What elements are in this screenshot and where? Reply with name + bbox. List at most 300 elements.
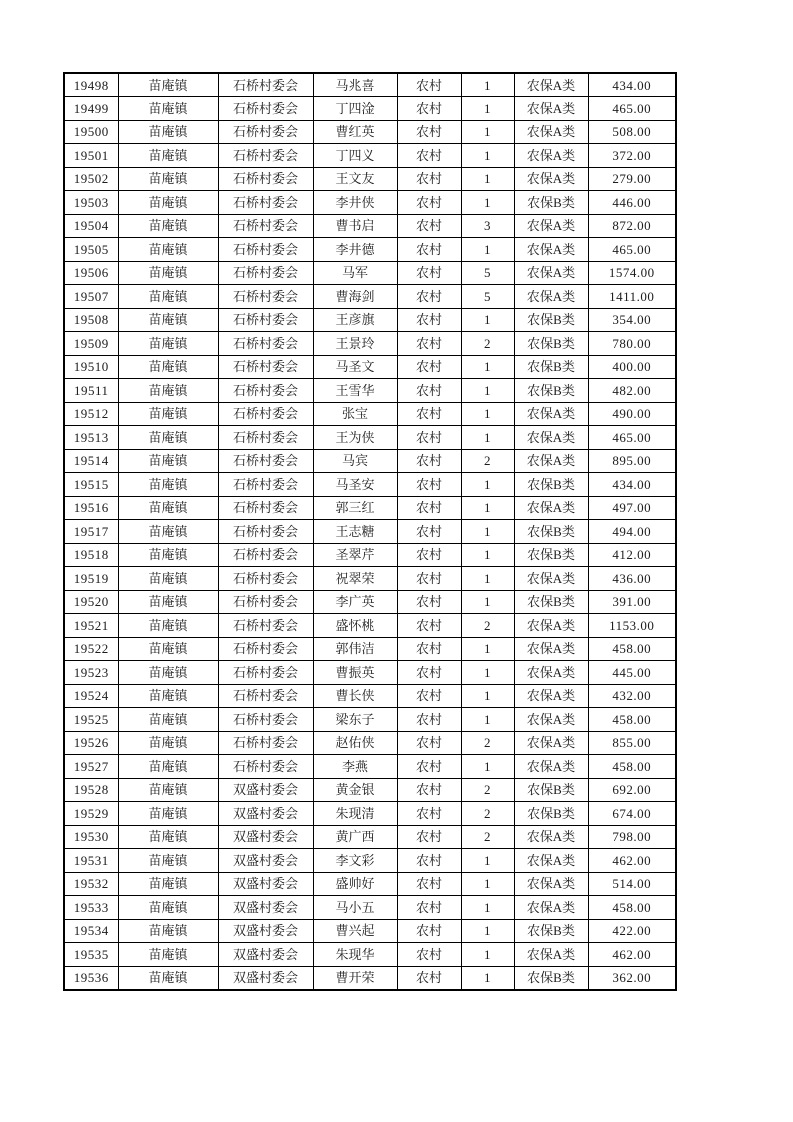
- cell-amount: 490.00: [588, 402, 676, 426]
- cell-town: 苗庵镇: [118, 496, 218, 520]
- cell-insurance-category: 农保B类: [514, 332, 588, 356]
- cell-person-count: 2: [461, 449, 514, 473]
- cell-household-type: 农村: [397, 379, 461, 403]
- cell-serial-number: 19533: [64, 896, 118, 920]
- cell-insurance-category: 农保A类: [514, 73, 588, 97]
- cell-serial-number: 19536: [64, 966, 118, 990]
- cell-village-committee: 石桥村委会: [218, 144, 313, 168]
- cell-insurance-category: 农保A类: [514, 825, 588, 849]
- cell-town: 苗庵镇: [118, 238, 218, 262]
- cell-amount: 279.00: [588, 167, 676, 191]
- cell-serial-number: 19531: [64, 849, 118, 873]
- cell-serial-number: 19506: [64, 261, 118, 285]
- cell-household-type: 农村: [397, 73, 461, 97]
- cell-amount: 494.00: [588, 520, 676, 544]
- table-row: [64, 332, 676, 356]
- cell-amount: 412.00: [588, 543, 676, 567]
- cell-person-name: 丁四淦: [313, 97, 397, 121]
- cell-person-name: 李广英: [313, 590, 397, 614]
- cell-person-count: 1: [461, 238, 514, 262]
- cell-amount: 674.00: [588, 802, 676, 826]
- cell-person-count: 1: [461, 191, 514, 215]
- cell-person-count: 1: [461, 379, 514, 403]
- table-row: [64, 261, 676, 285]
- cell-village-committee: 双盛村委会: [218, 825, 313, 849]
- cell-village-committee: 石桥村委会: [218, 708, 313, 732]
- cell-insurance-category: 农保A类: [514, 896, 588, 920]
- cell-amount: 400.00: [588, 355, 676, 379]
- table-row: [64, 144, 676, 168]
- cell-person-count: 5: [461, 285, 514, 309]
- cell-insurance-category: 农保A类: [514, 238, 588, 262]
- cell-person-count: 1: [461, 896, 514, 920]
- cell-town: 苗庵镇: [118, 661, 218, 685]
- cell-village-committee: 石桥村委会: [218, 496, 313, 520]
- cell-amount: 692.00: [588, 778, 676, 802]
- cell-serial-number: 19525: [64, 708, 118, 732]
- cell-serial-number: 19517: [64, 520, 118, 544]
- cell-amount: 855.00: [588, 731, 676, 755]
- table-row: [64, 285, 676, 309]
- cell-village-committee: 石桥村委会: [218, 567, 313, 591]
- cell-person-name: 圣翠芹: [313, 543, 397, 567]
- cell-person-name: 曹红英: [313, 120, 397, 144]
- cell-person-name: 曹兴起: [313, 919, 397, 943]
- cell-household-type: 农村: [397, 919, 461, 943]
- table-row: [64, 708, 676, 732]
- cell-village-committee: 石桥村委会: [218, 97, 313, 121]
- cell-insurance-category: 农保B类: [514, 919, 588, 943]
- cell-insurance-category: 农保B类: [514, 308, 588, 332]
- cell-household-type: 农村: [397, 755, 461, 779]
- cell-town: 苗庵镇: [118, 144, 218, 168]
- cell-village-committee: 石桥村委会: [218, 214, 313, 238]
- cell-village-committee: 石桥村委会: [218, 167, 313, 191]
- cell-insurance-category: 农保B类: [514, 966, 588, 990]
- cell-amount: 780.00: [588, 332, 676, 356]
- cell-household-type: 农村: [397, 872, 461, 896]
- cell-person-count: 1: [461, 872, 514, 896]
- cell-amount: 872.00: [588, 214, 676, 238]
- cell-village-committee: 石桥村委会: [218, 637, 313, 661]
- cell-amount: 462.00: [588, 943, 676, 967]
- cell-person-name: 朱现华: [313, 943, 397, 967]
- cell-town: 苗庵镇: [118, 520, 218, 544]
- cell-person-count: 1: [461, 144, 514, 168]
- cell-insurance-category: 农保A类: [514, 261, 588, 285]
- cell-insurance-category: 农保A类: [514, 849, 588, 873]
- cell-village-committee: 石桥村委会: [218, 379, 313, 403]
- cell-person-count: 1: [461, 919, 514, 943]
- cell-amount: 508.00: [588, 120, 676, 144]
- cell-person-name: 李井侠: [313, 191, 397, 215]
- table-row: [64, 872, 676, 896]
- cell-person-name: 曹海剑: [313, 285, 397, 309]
- cell-serial-number: 19514: [64, 449, 118, 473]
- cell-person-name: 曹书启: [313, 214, 397, 238]
- cell-serial-number: 19511: [64, 379, 118, 403]
- cell-serial-number: 19510: [64, 355, 118, 379]
- cell-village-committee: 石桥村委会: [218, 520, 313, 544]
- cell-amount: 1574.00: [588, 261, 676, 285]
- table-row: [64, 661, 676, 685]
- cell-town: 苗庵镇: [118, 943, 218, 967]
- cell-insurance-category: 农保A类: [514, 144, 588, 168]
- cell-person-name: 马小五: [313, 896, 397, 920]
- cell-town: 苗庵镇: [118, 708, 218, 732]
- cell-village-committee: 石桥村委会: [218, 238, 313, 262]
- cell-household-type: 农村: [397, 214, 461, 238]
- cell-serial-number: 19499: [64, 97, 118, 121]
- cell-insurance-category: 农保A类: [514, 402, 588, 426]
- cell-person-count: 1: [461, 402, 514, 426]
- cell-person-count: 2: [461, 802, 514, 826]
- cell-household-type: 农村: [397, 637, 461, 661]
- cell-person-count: 1: [461, 849, 514, 873]
- cell-person-name: 曹长侠: [313, 684, 397, 708]
- cell-household-type: 农村: [397, 802, 461, 826]
- cell-person-count: 2: [461, 614, 514, 638]
- cell-serial-number: 19501: [64, 144, 118, 168]
- cell-town: 苗庵镇: [118, 191, 218, 215]
- cell-amount: 458.00: [588, 896, 676, 920]
- cell-insurance-category: 农保A类: [514, 167, 588, 191]
- table-row: [64, 896, 676, 920]
- cell-amount: 482.00: [588, 379, 676, 403]
- cell-person-count: 1: [461, 543, 514, 567]
- cell-insurance-category: 农保A类: [514, 684, 588, 708]
- cell-amount: 446.00: [588, 191, 676, 215]
- table-row: [64, 731, 676, 755]
- cell-person-name: 黄金银: [313, 778, 397, 802]
- cell-insurance-category: 农保A类: [514, 120, 588, 144]
- cell-person-name: 李文彩: [313, 849, 397, 873]
- cell-town: 苗庵镇: [118, 426, 218, 450]
- cell-person-count: 1: [461, 943, 514, 967]
- cell-village-committee: 双盛村委会: [218, 896, 313, 920]
- cell-person-count: 1: [461, 97, 514, 121]
- cell-serial-number: 19509: [64, 332, 118, 356]
- table-row: [64, 849, 676, 873]
- cell-serial-number: 19528: [64, 778, 118, 802]
- cell-person-name: 王彦旗: [313, 308, 397, 332]
- cell-village-committee: 双盛村委会: [218, 872, 313, 896]
- cell-household-type: 农村: [397, 449, 461, 473]
- cell-amount: 514.00: [588, 872, 676, 896]
- cell-person-name: 王景玲: [313, 332, 397, 356]
- cell-serial-number: 19529: [64, 802, 118, 826]
- cell-village-committee: 石桥村委会: [218, 285, 313, 309]
- cell-household-type: 农村: [397, 144, 461, 168]
- cell-person-count: 5: [461, 261, 514, 285]
- cell-serial-number: 19500: [64, 120, 118, 144]
- cell-household-type: 农村: [397, 520, 461, 544]
- cell-person-count: 1: [461, 567, 514, 591]
- cell-village-committee: 石桥村委会: [218, 402, 313, 426]
- cell-person-count: 1: [461, 590, 514, 614]
- cell-household-type: 农村: [397, 261, 461, 285]
- cell-person-count: 1: [461, 520, 514, 544]
- cell-household-type: 农村: [397, 120, 461, 144]
- cell-amount: 436.00: [588, 567, 676, 591]
- cell-amount: 372.00: [588, 144, 676, 168]
- cell-serial-number: 19523: [64, 661, 118, 685]
- table-row: [64, 825, 676, 849]
- cell-amount: 1153.00: [588, 614, 676, 638]
- table-row: [64, 614, 676, 638]
- cell-person-count: 1: [461, 473, 514, 497]
- cell-person-count: 1: [461, 755, 514, 779]
- cell-amount: 465.00: [588, 426, 676, 450]
- cell-person-name: 马兆喜: [313, 73, 397, 97]
- cell-amount: 462.00: [588, 849, 676, 873]
- cell-amount: 362.00: [588, 966, 676, 990]
- cell-person-name: 祝翠荣: [313, 567, 397, 591]
- table-row: [64, 473, 676, 497]
- table-row: [64, 167, 676, 191]
- table-row: [64, 802, 676, 826]
- cell-town: 苗庵镇: [118, 637, 218, 661]
- table-row: [64, 919, 676, 943]
- cell-household-type: 农村: [397, 167, 461, 191]
- cell-household-type: 农村: [397, 308, 461, 332]
- cell-amount: 354.00: [588, 308, 676, 332]
- cell-village-committee: 石桥村委会: [218, 543, 313, 567]
- cell-serial-number: 19516: [64, 496, 118, 520]
- cell-village-committee: 双盛村委会: [218, 849, 313, 873]
- cell-household-type: 农村: [397, 97, 461, 121]
- table-row: [64, 379, 676, 403]
- table-row: [64, 684, 676, 708]
- cell-serial-number: 19520: [64, 590, 118, 614]
- cell-person-count: 1: [461, 308, 514, 332]
- table-row: [64, 214, 676, 238]
- cell-insurance-category: 农保B类: [514, 802, 588, 826]
- cell-household-type: 农村: [397, 590, 461, 614]
- cell-amount: 434.00: [588, 73, 676, 97]
- cell-amount: 465.00: [588, 97, 676, 121]
- cell-village-committee: 双盛村委会: [218, 802, 313, 826]
- cell-person-name: 盛帅好: [313, 872, 397, 896]
- cell-village-committee: 石桥村委会: [218, 426, 313, 450]
- cell-amount: 465.00: [588, 238, 676, 262]
- cell-town: 苗庵镇: [118, 849, 218, 873]
- cell-town: 苗庵镇: [118, 778, 218, 802]
- cell-insurance-category: 农保A类: [514, 426, 588, 450]
- cell-town: 苗庵镇: [118, 684, 218, 708]
- cell-person-name: 梁东子: [313, 708, 397, 732]
- cell-town: 苗庵镇: [118, 167, 218, 191]
- cell-village-committee: 石桥村委会: [218, 755, 313, 779]
- table-row: [64, 543, 676, 567]
- cell-serial-number: 19526: [64, 731, 118, 755]
- cell-serial-number: 19527: [64, 755, 118, 779]
- cell-town: 苗庵镇: [118, 332, 218, 356]
- cell-amount: 445.00: [588, 661, 676, 685]
- cell-town: 苗庵镇: [118, 285, 218, 309]
- cell-insurance-category: 农保B类: [514, 473, 588, 497]
- cell-household-type: 农村: [397, 614, 461, 638]
- cell-household-type: 农村: [397, 496, 461, 520]
- cell-household-type: 农村: [397, 355, 461, 379]
- cell-town: 苗庵镇: [118, 261, 218, 285]
- cell-town: 苗庵镇: [118, 755, 218, 779]
- cell-insurance-category: 农保A类: [514, 567, 588, 591]
- cell-town: 苗庵镇: [118, 379, 218, 403]
- cell-town: 苗庵镇: [118, 614, 218, 638]
- cell-village-committee: 石桥村委会: [218, 590, 313, 614]
- cell-town: 苗庵镇: [118, 919, 218, 943]
- cell-serial-number: 19512: [64, 402, 118, 426]
- cell-person-name: 王志糖: [313, 520, 397, 544]
- cell-amount: 895.00: [588, 449, 676, 473]
- cell-serial-number: 19505: [64, 238, 118, 262]
- cell-person-count: 2: [461, 731, 514, 755]
- cell-person-name: 王为侠: [313, 426, 397, 450]
- table-row: [64, 120, 676, 144]
- cell-person-name: 李燕: [313, 755, 397, 779]
- cell-household-type: 农村: [397, 731, 461, 755]
- cell-town: 苗庵镇: [118, 308, 218, 332]
- cell-town: 苗庵镇: [118, 731, 218, 755]
- table-row: [64, 943, 676, 967]
- cell-serial-number: 19504: [64, 214, 118, 238]
- cell-person-name: 曹开荣: [313, 966, 397, 990]
- cell-town: 苗庵镇: [118, 97, 218, 121]
- cell-serial-number: 19515: [64, 473, 118, 497]
- table-row: [64, 590, 676, 614]
- cell-amount: 434.00: [588, 473, 676, 497]
- cell-serial-number: 19518: [64, 543, 118, 567]
- cell-serial-number: 19532: [64, 872, 118, 896]
- table-row: [64, 402, 676, 426]
- cell-village-committee: 石桥村委会: [218, 73, 313, 97]
- table-row: [64, 238, 676, 262]
- table-row: [64, 426, 676, 450]
- cell-insurance-category: 农保A类: [514, 872, 588, 896]
- cell-town: 苗庵镇: [118, 449, 218, 473]
- cell-insurance-category: 农保A类: [514, 614, 588, 638]
- cell-household-type: 农村: [397, 473, 461, 497]
- cell-insurance-category: 农保A类: [514, 285, 588, 309]
- cell-village-committee: 石桥村委会: [218, 661, 313, 685]
- cell-person-count: 1: [461, 355, 514, 379]
- cell-town: 苗庵镇: [118, 567, 218, 591]
- cell-person-name: 王雪华: [313, 379, 397, 403]
- benefit-roster-table: [63, 72, 677, 991]
- cell-household-type: 农村: [397, 778, 461, 802]
- cell-household-type: 农村: [397, 708, 461, 732]
- cell-serial-number: 19503: [64, 191, 118, 215]
- cell-serial-number: 19507: [64, 285, 118, 309]
- cell-person-count: 1: [461, 120, 514, 144]
- cell-household-type: 农村: [397, 684, 461, 708]
- cell-household-type: 农村: [397, 661, 461, 685]
- cell-person-count: 2: [461, 778, 514, 802]
- table-row: [64, 520, 676, 544]
- table-row: [64, 355, 676, 379]
- cell-person-name: 马军: [313, 261, 397, 285]
- cell-village-committee: 石桥村委会: [218, 261, 313, 285]
- cell-insurance-category: 农保A类: [514, 731, 588, 755]
- cell-amount: 497.00: [588, 496, 676, 520]
- cell-person-name: 马圣安: [313, 473, 397, 497]
- cell-household-type: 农村: [397, 402, 461, 426]
- cell-village-committee: 双盛村委会: [218, 919, 313, 943]
- cell-person-name: 朱现清: [313, 802, 397, 826]
- cell-person-count: 1: [461, 637, 514, 661]
- table-row: [64, 73, 676, 97]
- cell-serial-number: 19508: [64, 308, 118, 332]
- cell-village-committee: 石桥村委会: [218, 120, 313, 144]
- cell-village-committee: 石桥村委会: [218, 308, 313, 332]
- cell-household-type: 农村: [397, 543, 461, 567]
- cell-amount: 422.00: [588, 919, 676, 943]
- cell-insurance-category: 农保A类: [514, 708, 588, 732]
- cell-village-committee: 石桥村委会: [218, 449, 313, 473]
- cell-person-count: 1: [461, 661, 514, 685]
- table-row: [64, 966, 676, 990]
- cell-insurance-category: 农保A类: [514, 943, 588, 967]
- cell-insurance-category: 农保A类: [514, 755, 588, 779]
- cell-insurance-category: 农保A类: [514, 97, 588, 121]
- cell-household-type: 农村: [397, 966, 461, 990]
- cell-serial-number: 19519: [64, 567, 118, 591]
- cell-insurance-category: 农保A类: [514, 214, 588, 238]
- cell-insurance-category: 农保A类: [514, 661, 588, 685]
- cell-town: 苗庵镇: [118, 73, 218, 97]
- cell-amount: 458.00: [588, 637, 676, 661]
- cell-amount: 432.00: [588, 684, 676, 708]
- table-row: [64, 191, 676, 215]
- cell-town: 苗庵镇: [118, 825, 218, 849]
- cell-person-count: 1: [461, 73, 514, 97]
- cell-village-committee: 双盛村委会: [218, 966, 313, 990]
- cell-village-committee: 石桥村委会: [218, 684, 313, 708]
- cell-amount: 1411.00: [588, 285, 676, 309]
- cell-person-name: 郭三红: [313, 496, 397, 520]
- cell-town: 苗庵镇: [118, 590, 218, 614]
- cell-person-count: 1: [461, 426, 514, 450]
- cell-amount: 391.00: [588, 590, 676, 614]
- cell-insurance-category: 农保B类: [514, 778, 588, 802]
- table-row: [64, 449, 676, 473]
- cell-town: 苗庵镇: [118, 355, 218, 379]
- cell-insurance-category: 农保B类: [514, 590, 588, 614]
- cell-amount: 458.00: [588, 755, 676, 779]
- cell-town: 苗庵镇: [118, 802, 218, 826]
- cell-insurance-category: 农保B类: [514, 520, 588, 544]
- cell-person-name: 黄广西: [313, 825, 397, 849]
- cell-household-type: 农村: [397, 285, 461, 309]
- cell-town: 苗庵镇: [118, 966, 218, 990]
- cell-person-name: 马宾: [313, 449, 397, 473]
- cell-person-name: 马圣文: [313, 355, 397, 379]
- cell-amount: 798.00: [588, 825, 676, 849]
- cell-serial-number: 19521: [64, 614, 118, 638]
- table-row: [64, 778, 676, 802]
- cell-town: 苗庵镇: [118, 214, 218, 238]
- cell-insurance-category: 农保B类: [514, 355, 588, 379]
- cell-town: 苗庵镇: [118, 120, 218, 144]
- cell-household-type: 农村: [397, 426, 461, 450]
- cell-serial-number: 19502: [64, 167, 118, 191]
- cell-person-name: 丁四义: [313, 144, 397, 168]
- cell-person-count: 1: [461, 684, 514, 708]
- cell-town: 苗庵镇: [118, 402, 218, 426]
- cell-village-committee: 石桥村委会: [218, 332, 313, 356]
- table-row: [64, 567, 676, 591]
